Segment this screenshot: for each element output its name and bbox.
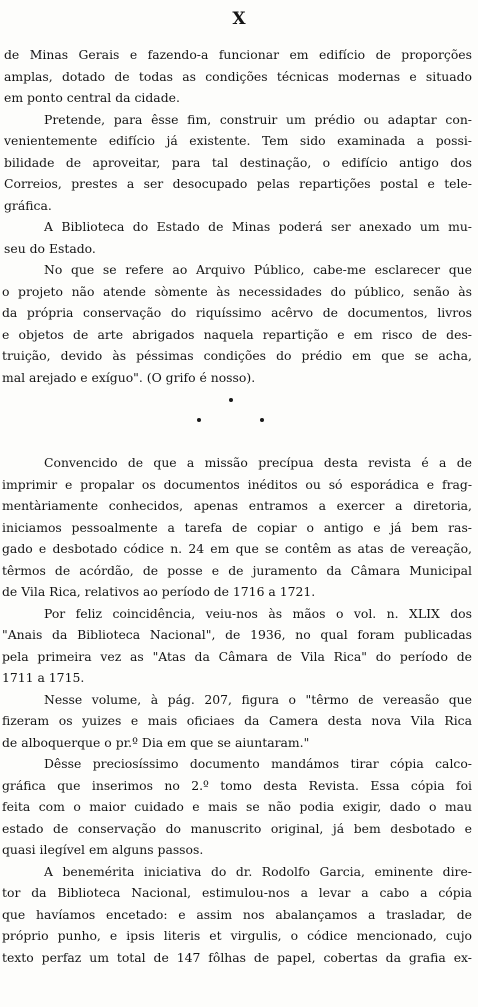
text-line: têrmos de acórdão, de posse e de juramento da Câmara Municipal <box>2 562 472 578</box>
text-line: imprimir e propalar os documentos inéditos ou só esporádica e frag- <box>2 476 472 492</box>
text-line: de Minas Gerais e fazendo-a funcionar em edifício de proporções <box>4 47 472 62</box>
text-line: feita com o maior cuidado e mais se não podia exigir, dado o mau <box>2 799 472 814</box>
text-line: em ponto central da cidade. <box>4 90 180 105</box>
text-line: seu do Estado. <box>4 240 96 256</box>
text-line: pela primeira vez as "Atas da Câmara de Vila Rica" do período de <box>2 648 472 664</box>
text-line: Correios, prestes a ser desocupado pelas repartições postal e tele- <box>4 176 472 191</box>
text-line: o projeto não atende sòmente às necessidades do público, senão às <box>2 283 472 299</box>
text-line: de Vila Rica, relativos ao período de 1716 a 1721. <box>2 584 316 599</box>
text-line: mal arejado e exíguo". (O grifo é nosso). <box>2 369 256 385</box>
text-line: tor da Biblioteca Nacional, estimulou-nos a levar a cabo a cópia <box>2 885 472 900</box>
text-line: da própria conservação do riquíssimo acêrvo de documentos, livros <box>2 305 472 320</box>
text-line: iniciamos pessoalmente a tarefa de copiar o antigo e já bem ras- <box>2 519 472 535</box>
page-number: X <box>232 9 246 29</box>
text-line: A Biblioteca do Estado de Minas poderá ser anexado um mu- <box>44 219 472 234</box>
text-line: de alboquerque o pr.º Dia em que se aiuntaram." <box>2 734 310 750</box>
text-line: quasi ilegível em alguns passos. <box>2 842 204 857</box>
text-line: fizeram os yuizes e mais oficiaes da Camera desta nova Vila Rica <box>2 713 472 728</box>
text-line: 1711 a 1715. <box>2 670 85 685</box>
text-line: texto perfaz um total de 147 fôlhas de papel, cobertas da grafia ex- <box>2 949 472 965</box>
asterism-divider <box>0 396 478 436</box>
text-line: estado de conservação do manuscrito original, já bem desbotado e <box>2 820 472 836</box>
asterism-dot <box>197 418 201 422</box>
text-line: Nesse volume, à pág. 207, figura o "têrmo de vereasão que <box>44 691 472 707</box>
asterism-dot <box>260 418 264 422</box>
text-line: truição, devido às péssimas condições do prédio em que se acha, <box>2 348 472 363</box>
text-line: venientemente edifício já existente. Tem sido examinada a possi- <box>4 133 472 148</box>
text-line: No que se refere ao Arquivo Público, cabe-me esclarecer que <box>44 262 472 277</box>
text-line: mentàriamente conhecidos, apenas entramos a exercer a diretoria, <box>2 498 472 513</box>
text-section-1 <box>0 44 478 388</box>
text-line: próprio punho, e ipsis literis et virgulis, o códice mencionado, cujo <box>2 928 472 943</box>
text-section-2 <box>0 452 478 968</box>
text-line: gráfica. <box>4 197 52 213</box>
text-line: A benemérita iniciativa do dr. Rodolfo Garcia, eminente dire- <box>44 863 472 879</box>
text-line: Dêsse preciosíssimo documento mandámos tirar cópia calco- <box>44 756 472 771</box>
text-line: gráfica que inserimos no 2.º tomo desta Revista. Essa cópia foi <box>2 777 472 793</box>
text-line: e objetos de arte abrigados naquela repartição e em risco de des- <box>2 326 472 342</box>
asterism-dot <box>229 398 233 402</box>
text-line: amplas, dotado de todas as condições técnicas modernas e situado <box>4 68 472 84</box>
text-line: Pretende, para êsse fim, construir um prédio ou adaptar con- <box>44 111 472 127</box>
text-line: Convencido de que a missão precípua desta revista é a de <box>44 455 472 470</box>
text-line: bilidade de aproveitar, para tal destinação, o edifício antigo dos <box>4 154 472 170</box>
text-line: que havíamos encetado: e assim nos abalançamos a trasladar, de <box>2 906 472 922</box>
text-line: gado e desbotado códice n. 24 em que se contêm as atas de vereação, <box>2 541 472 556</box>
text-line: "Anais da Biblioteca Nacional", de 1936, no qual foram publicadas <box>2 627 472 642</box>
text-line: Por feliz coincidência, veiu-nos às mãos o vol. n. XLIX dos <box>44 605 472 621</box>
